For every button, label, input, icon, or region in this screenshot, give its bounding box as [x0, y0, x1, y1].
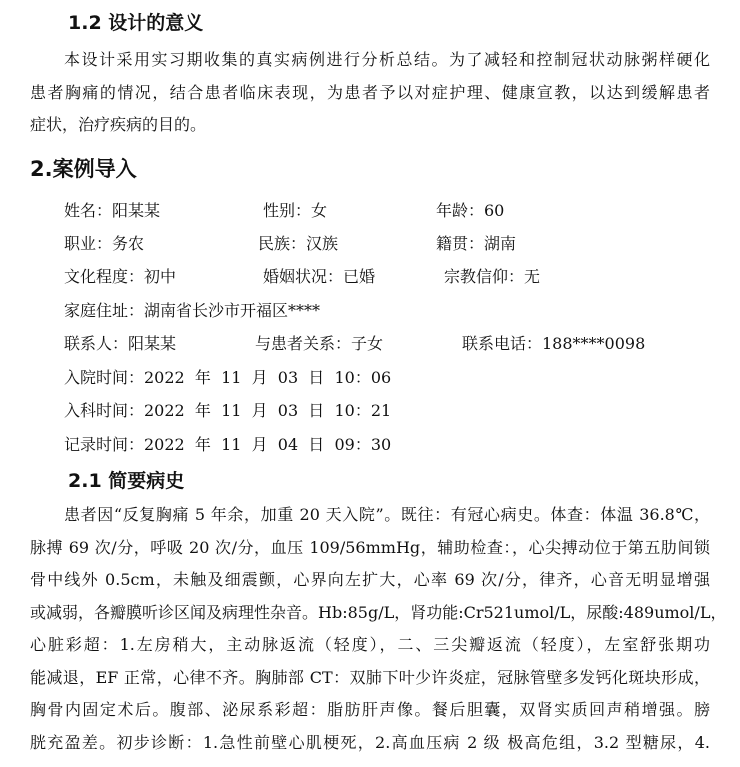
patient-name: 姓名：阳某某	[64, 201, 161, 220]
paragraph-line: 症状，治疗疾病的目的。	[30, 115, 207, 134]
paragraph-line: 患者因“反复胸痛 5 年余，加重 20 天入院”。既往：有冠心病史。体查：体温 36.8℃，	[64, 505, 710, 524]
medical-history-paragraph	[30, 499, 727, 759]
paragraph-line: 本设计采用实习期收集的真实病例进行分析总结。为了减轻和控制冠状动脉粥样硬化	[64, 50, 710, 69]
patient-religion: 宗教信仰：无	[444, 267, 541, 286]
patient-occupation: 职业：务农	[64, 234, 145, 253]
paragraph-line: 胸骨内固定术后。腹部、泌尿系彩超：脂肪肝声像。餐后胆囊，双肾实质回声稍增强。膀	[30, 700, 710, 719]
paragraph-line: 能减退，EF 正常，心律不齐。胸肺部 CT：双肺下叶少许炎症，冠脉管壁多发钙化斑块形成，	[30, 667, 710, 687]
paragraph-line: 胱充盈差。初步诊断：1.急性前壁心肌梗死，2.高血压病 2 级 极高危组，3.2 型糖尿，4.	[30, 732, 710, 752]
contact-person: 联系人：阳某某	[64, 334, 177, 353]
section-heading-2: 2.案例导入	[30, 157, 137, 181]
paragraph-line: 脉搏 69 次/分，呼吸 20 次/分，血压 109/56mmHg，辅助检查：，心尖搏动位于第五肋间锁	[30, 537, 710, 557]
paragraph-line: 骨中线外 0.5cm，未触及细震颤，心界向左扩大，心率 69 次/分，律齐，心音无明显增强	[30, 570, 710, 589]
contact-phone: 联系电话：188****0098	[462, 334, 646, 353]
paragraph-line: 患者胸痛的情况，结合患者临床表现，为患者予以对症护理、健康宣教，以达到缓解患者	[30, 82, 710, 102]
admission-time: 入院时间：2022 年 11 月 03 日 10：06	[64, 368, 392, 387]
section-heading-1-2: 1.2 设计的意义	[68, 12, 204, 34]
record-time: 记录时间：2022 年 11 月 04 日 09：30	[64, 435, 392, 454]
patient-gender: 性别：女	[263, 201, 328, 220]
patient-age: 年龄：60	[436, 201, 505, 220]
paragraph-line: 或减弱，各瓣膜听诊区闻及病理性杂音。Hb:85g/L，肾功能:Cr521umol/L，尿酸:489umol/L，	[30, 602, 727, 622]
patient-marital-status: 婚姻状况：已婚	[263, 267, 376, 286]
section-1-2-paragraph	[30, 44, 710, 142]
section-heading-2-1: 2.1 简要病史	[68, 470, 185, 492]
patient-education: 文化程度：初中	[64, 267, 177, 286]
paragraph-line: 心脏彩超：1.左房稍大，主动脉返流（轻度），二、三尖瓣返流（轻度），左室舒张期功	[30, 635, 710, 654]
patient-address: 家庭住址：湖南省长沙市开福区****	[64, 301, 321, 320]
patient-ethnicity: 民族：汉族	[258, 234, 339, 253]
patient-origin: 籍贯：湖南	[436, 234, 517, 253]
department-entry-time: 入科时间：2022 年 11 月 03 日 10：21	[64, 401, 392, 420]
contact-relation: 与患者关系：子女	[255, 334, 384, 353]
